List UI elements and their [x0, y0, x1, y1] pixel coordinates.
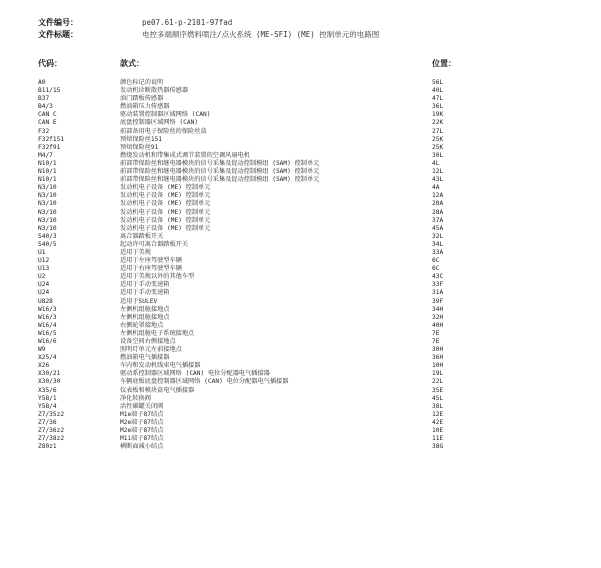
row-code: M4/7: [38, 151, 53, 159]
table-row: [0, 176, 601, 184]
doc-number-value: pe07.61-p-2101-97fad: [142, 18, 233, 27]
row-code: U12: [38, 257, 50, 265]
row-description: 适用于右座驾驶型车辆: [120, 265, 182, 273]
row-location: 33F: [432, 281, 444, 289]
row-description: 车内和发动机线束电气插接器: [120, 362, 201, 370]
row-description: 发动机电子设备 (ME) 控制单元: [120, 224, 211, 232]
row-code: N3/10: [38, 192, 57, 200]
row-location: 35E: [432, 386, 444, 394]
row-description: 前部备用电子保险丝的保险丝盒: [120, 127, 207, 135]
row-code: X30/21: [38, 370, 61, 378]
table-row: [0, 265, 601, 273]
row-location: 31A: [432, 289, 444, 297]
header-code: 代码：: [38, 59, 62, 68]
table-row: [0, 298, 601, 306]
row-description: M1e端子87结点: [120, 410, 164, 418]
table-row: [0, 306, 601, 314]
table-header: [0, 58, 601, 70]
table-row: [0, 346, 601, 354]
row-location: 30L: [432, 151, 444, 159]
table-row: [0, 387, 601, 395]
table-row: [0, 192, 601, 200]
row-description: 左侧机组舱接地点: [120, 313, 170, 321]
row-code: N10/1: [38, 159, 57, 167]
row-description: 车辆底板底盘控制器区域网络 (CAN) 电位分配器电气插接器: [120, 378, 289, 386]
row-location: 37A: [432, 216, 444, 224]
table-row: [0, 411, 601, 419]
row-location: 22L: [432, 378, 444, 386]
row-description: 燃油箱压力传感器: [120, 103, 170, 111]
row-location: 40H: [432, 321, 444, 329]
table-row: [0, 128, 601, 136]
table-row: [0, 289, 601, 297]
row-description: 净化转换阀: [120, 394, 151, 402]
row-location: 19L: [432, 370, 444, 378]
row-location: 22K: [432, 119, 444, 127]
row-description: 适用于SULEV: [120, 297, 158, 305]
row-location: 36L: [432, 103, 444, 111]
table-row: [0, 273, 601, 281]
row-code: Y58/4: [38, 402, 57, 410]
row-code: N10/1: [38, 168, 57, 176]
row-location: 43C: [432, 273, 444, 281]
row-code: N3/10: [38, 184, 57, 192]
row-description: 适用于美规以外的其他车型: [120, 273, 195, 281]
row-code: W16/4: [38, 321, 57, 329]
table-row: [0, 257, 601, 265]
row-description: 设备空间右侧接地点: [120, 338, 176, 345]
row-location: 32L: [432, 232, 444, 240]
table-row: [0, 209, 601, 217]
table-row: [0, 225, 601, 233]
header-description: 款式：: [120, 59, 144, 68]
row-description: 燃烧发动机和带集成式调节装置的空调风扇电机: [120, 151, 250, 159]
table-row: [0, 443, 601, 451]
row-description: 离合器踏板开关: [120, 232, 164, 240]
row-description: 前部带保险丝和继电器模块的信号采集及促动控制模组 (SAM) 控制单元: [120, 176, 320, 184]
table-row: [0, 370, 601, 378]
row-location: 43L: [432, 176, 444, 184]
row-location: 33A: [432, 248, 444, 256]
row-code: Z7/36: [38, 418, 57, 426]
row-code: W16/3: [38, 305, 57, 313]
row-location: 27L: [432, 127, 444, 135]
row-code: B11/15: [38, 87, 61, 95]
row-location: 6C: [432, 265, 440, 273]
row-location: 42E: [432, 418, 444, 426]
table-row: [0, 111, 601, 119]
row-description: 仪表板和模块盒电气插接器: [120, 386, 195, 394]
row-description: 适用于手动变速箱: [120, 289, 170, 297]
table-row: [0, 184, 601, 192]
row-location: 30H: [432, 346, 444, 354]
row-code: X30/30: [38, 378, 61, 386]
row-code: F32f91: [38, 143, 61, 151]
table-row: [0, 427, 601, 435]
row-location: 12A: [432, 192, 444, 200]
row-code: U828: [38, 297, 53, 305]
row-code: X35/6: [38, 386, 57, 394]
row-location: 34L: [432, 240, 444, 248]
table-row: [0, 119, 601, 127]
row-location: 4A: [432, 184, 440, 192]
row-description: 起动许可离合器踏板开关: [120, 240, 189, 248]
row-location: 12E: [432, 410, 444, 418]
row-description: 驱动系控制器区域网络 (CAN) 电位分配器电气插接器: [120, 370, 270, 378]
table-row: [0, 95, 601, 103]
row-description: 发动机电子设备 (ME) 控制单元: [120, 184, 211, 192]
row-description: 右侧轮罩接地点: [120, 321, 164, 329]
doc-title-value: 电控多端顺序燃料喷注/点火系统 (ME-SFI) (ME) 控制单元的电路图: [142, 30, 380, 39]
row-location: 20A: [432, 200, 444, 208]
row-location: 11E: [432, 435, 444, 443]
row-description: 前部带保险丝和继电器模块的信号采集及促动控制模组 (SAM) 控制单元: [120, 159, 320, 167]
row-code: U24: [38, 289, 50, 297]
row-code: U1: [38, 248, 46, 256]
row-location: 12L: [432, 168, 444, 176]
row-description: 照明灯单元左前接地点: [120, 346, 182, 354]
row-description: 预熔保险丝151: [120, 135, 163, 143]
table-row: [0, 322, 601, 330]
table-row: [0, 338, 601, 346]
row-description: 左侧机组舱电子系统接地点: [120, 329, 195, 337]
table-row: [0, 395, 601, 403]
row-location: 7E: [432, 329, 440, 337]
row-description: 发动机电子设备 (ME) 控制单元: [120, 216, 211, 224]
row-code: B4/3: [38, 103, 53, 111]
row-code: N10/1: [38, 176, 57, 184]
row-location: 10E: [432, 427, 444, 435]
row-description: M1i端子87结点: [120, 435, 164, 443]
row-code: F32: [38, 127, 50, 135]
row-description: 适用于美规: [120, 248, 151, 256]
row-code: S40/3: [38, 232, 57, 240]
row-code: W16/3: [38, 313, 57, 321]
row-description: 横断面减小结点: [120, 443, 164, 451]
row-code: B37: [38, 95, 50, 103]
row-description: M2e端子87结点: [120, 418, 164, 426]
row-description: 发动机电子设备 (ME) 控制单元: [120, 200, 211, 208]
row-code: X25/4: [38, 354, 57, 362]
row-description: 油门踏板传感器: [120, 95, 164, 103]
table-row: [0, 217, 601, 225]
row-description: 驱动装置控制器区域网络 (CAN): [120, 111, 211, 119]
row-code: Z80z1: [38, 443, 57, 451]
row-description: 颜色标记的说明: [120, 79, 164, 86]
table-row: [0, 79, 601, 87]
table-row: [0, 362, 601, 370]
row-description: 发动机电子设备 (ME) 控制单元: [120, 208, 211, 216]
row-location: 40L: [432, 87, 444, 95]
row-code: U2: [38, 273, 46, 281]
header-location: 位置：: [432, 59, 456, 68]
row-code: S40/5: [38, 240, 57, 248]
table-row: [0, 314, 601, 322]
table-row: [0, 233, 601, 241]
row-code: CAN C: [38, 111, 57, 119]
row-description: 活性碳罐关闭阀: [120, 402, 164, 410]
row-location: 38L: [432, 402, 444, 410]
row-code: N3/10: [38, 224, 57, 232]
row-location: 38G: [432, 443, 444, 451]
table-row: [0, 168, 601, 176]
row-description: 适用于左座驾驶型车辆: [120, 257, 182, 265]
row-code: Z7/38z2: [38, 435, 65, 443]
table-row: [0, 281, 601, 289]
row-description: 适用于手动变速箱: [120, 281, 170, 289]
row-location: 19K: [432, 111, 444, 119]
table-row: [0, 200, 601, 208]
row-code: U24: [38, 281, 50, 289]
row-description: 前部带保险丝和继电器模块的信号采集及促动控制模组 (SAM) 控制单元: [120, 168, 320, 176]
row-location: 45L: [432, 394, 444, 402]
row-code: N3/10: [38, 216, 57, 224]
row-code: W9: [38, 346, 46, 354]
row-code: W16/6: [38, 338, 57, 345]
row-location: 45A: [432, 224, 444, 232]
table-row: [0, 435, 601, 443]
table-row: [0, 136, 601, 144]
row-code: F32f151: [38, 135, 65, 143]
row-location: 32H: [432, 313, 444, 321]
row-location: 10H: [432, 362, 444, 370]
table-row: [0, 103, 601, 111]
row-location: 6C: [432, 257, 440, 265]
table-row: [0, 354, 601, 362]
row-location: 39F: [432, 297, 444, 305]
table-row: [0, 378, 601, 386]
row-description: 预熔保险丝91: [120, 143, 159, 151]
table-row: [0, 330, 601, 338]
table-row: [0, 144, 601, 152]
row-location: 4L: [432, 159, 440, 167]
table-row: [0, 152, 601, 160]
table-row: [0, 87, 601, 95]
table-row: [0, 403, 601, 411]
table-row: [0, 241, 601, 249]
row-location: 7E: [432, 338, 440, 345]
doc-title-label: 文件标题：: [38, 30, 78, 39]
table-row: [0, 249, 601, 257]
table-row: [0, 160, 601, 168]
table-row: [0, 419, 601, 427]
row-code: Z7/35z2: [38, 410, 65, 418]
row-description: 左侧机组舱接地点: [120, 305, 170, 313]
row-description: 底盘控制器区域网络 (CAN): [120, 119, 199, 127]
row-description: M2e端子87结点: [120, 427, 164, 435]
row-location: 25K: [432, 143, 444, 151]
row-code: N3/10: [38, 200, 57, 208]
row-code: N3/10: [38, 208, 57, 216]
row-code: Y58/1: [38, 394, 57, 402]
row-description: 发动机电子设备 (ME) 控制单元: [120, 192, 211, 200]
row-description: 燃油箱电气插接器: [120, 354, 170, 362]
row-location: 36H: [432, 354, 444, 362]
row-code: U13: [38, 265, 50, 273]
component-list: [0, 79, 601, 451]
doc-number-label: 文件编号：: [38, 18, 78, 27]
row-location: 47L: [432, 95, 444, 103]
row-code: X26: [38, 362, 50, 370]
row-code: Z7/36z2: [38, 427, 65, 435]
row-code: CAN E: [38, 119, 57, 127]
row-code: A0: [38, 79, 46, 86]
row-location: 56L: [432, 79, 444, 86]
row-description: 发动机诊断散热器传感器: [120, 87, 189, 95]
row-code: W16/5: [38, 329, 57, 337]
row-location: 25K: [432, 135, 444, 143]
row-location: 28A: [432, 208, 444, 216]
row-location: 34H: [432, 305, 444, 313]
